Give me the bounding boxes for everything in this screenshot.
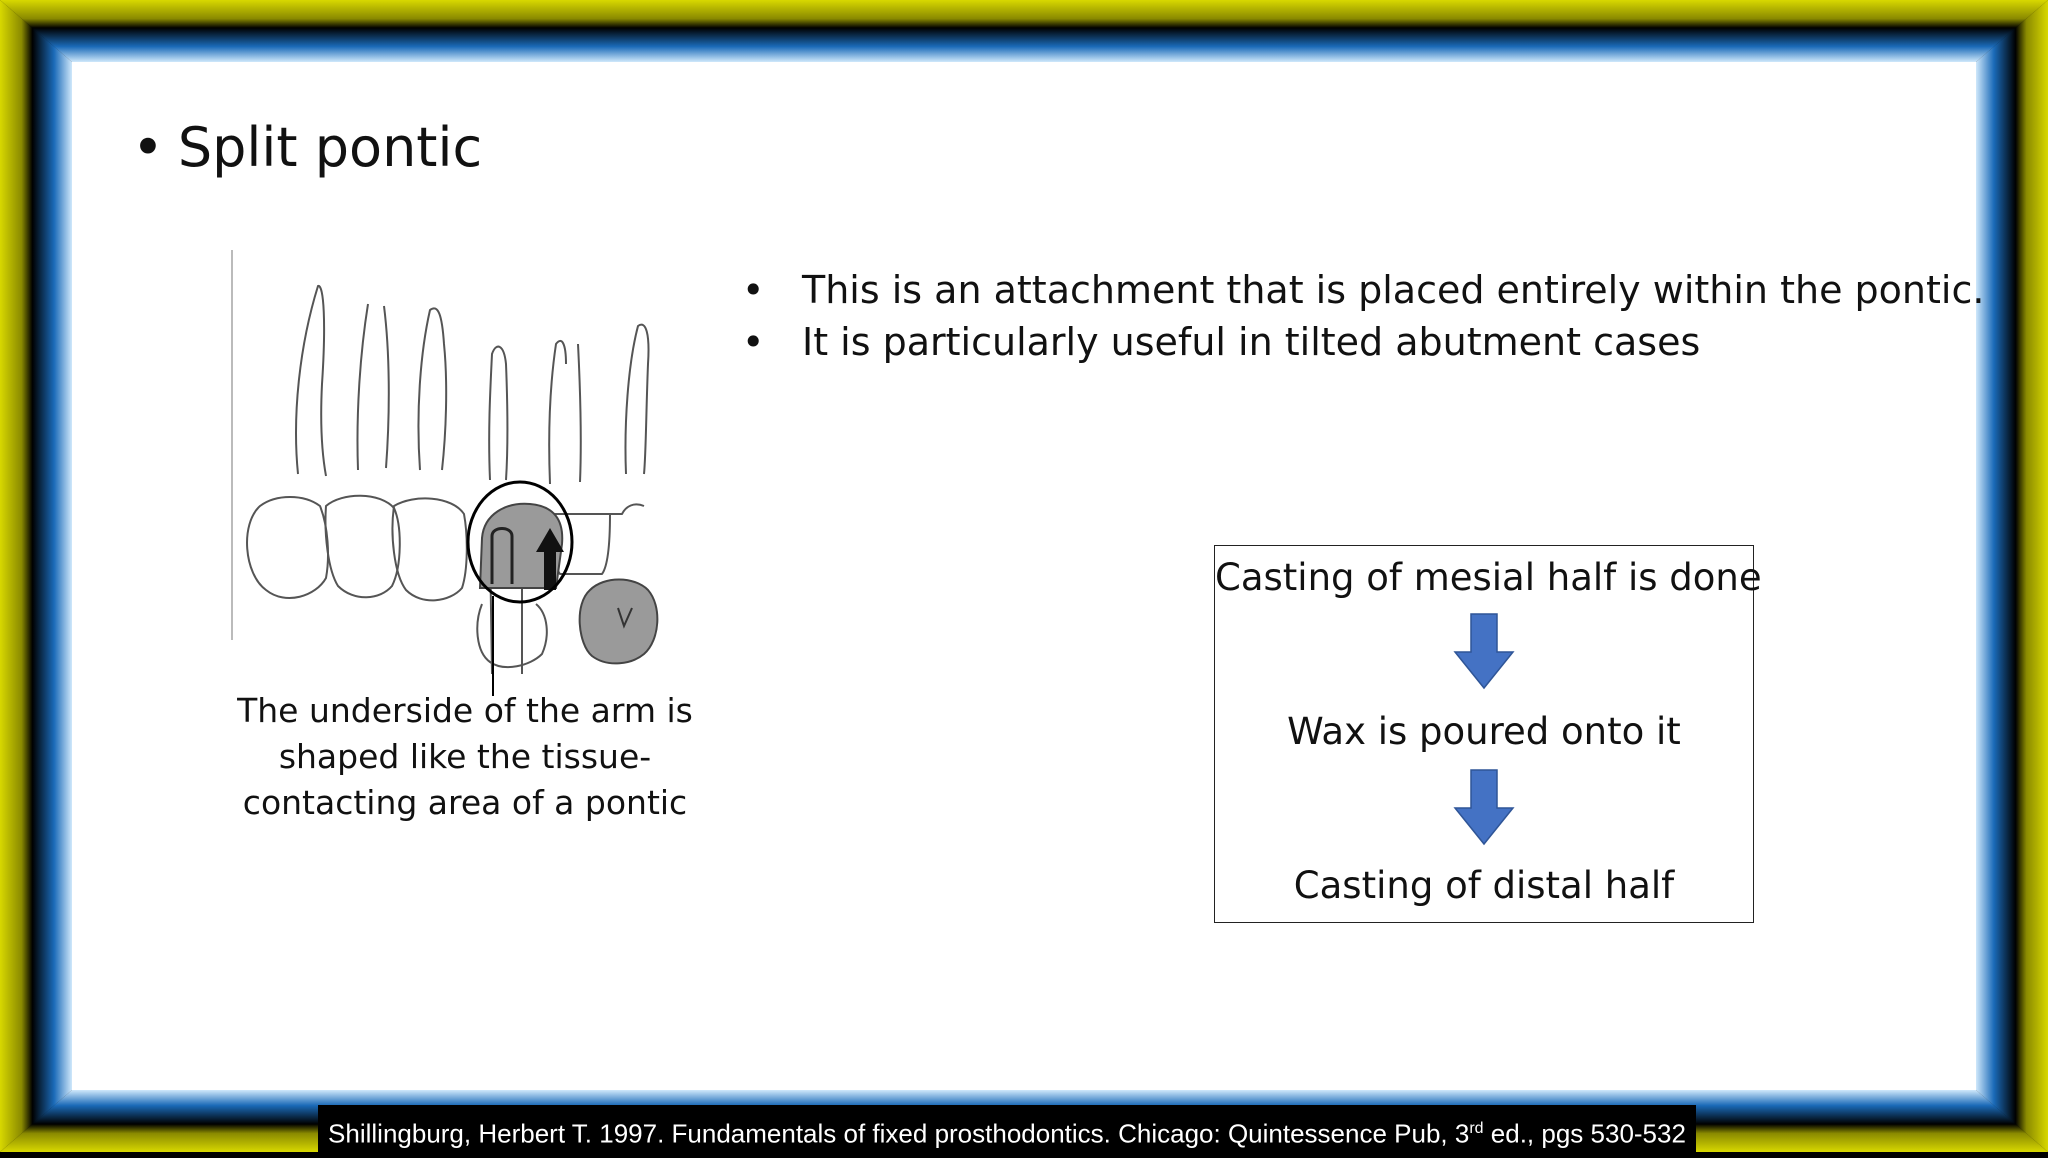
bullet-text: This is an attachment that is placed entirely within the pontic. bbox=[802, 268, 1985, 312]
title-text: Split pontic bbox=[177, 116, 483, 179]
split-pontic-illustration bbox=[230, 244, 700, 696]
citation-text-end: ed., pgs 530-532 bbox=[1483, 1118, 1686, 1149]
bullet-marker: • bbox=[742, 320, 765, 364]
bullet-text: It is particularly useful in tilted abutment cases bbox=[802, 320, 1701, 364]
flow-step: Wax is poured onto it bbox=[1287, 710, 1681, 753]
caption-line: contacting area of a pontic bbox=[242, 783, 688, 822]
flow-step: Casting of distal half bbox=[1293, 864, 1675, 907]
citation-bar bbox=[318, 1105, 1696, 1152]
caption-line: The underside of the arm is bbox=[237, 691, 693, 730]
slide-title bbox=[132, 116, 482, 179]
caption-line: shaped like the tissue- bbox=[278, 737, 652, 776]
process-flow-box bbox=[1214, 545, 1762, 923]
figure-caption bbox=[230, 688, 700, 826]
flow-step: Casting of mesial half is done bbox=[1215, 556, 1762, 599]
citation-text: Shillingburg, Herbert T. 1997. Fundamentals of fixed prosthodontics. Chicago: Quintessence Pub, 3 bbox=[328, 1118, 1470, 1149]
slide-content bbox=[72, 62, 1985, 1090]
arrow-down-icon bbox=[1453, 768, 1515, 846]
title-bullet: • bbox=[132, 116, 164, 179]
bullet-marker: • bbox=[742, 268, 765, 312]
arrow-down-icon bbox=[1453, 612, 1515, 690]
citation-superscript: rd bbox=[1469, 1120, 1484, 1137]
